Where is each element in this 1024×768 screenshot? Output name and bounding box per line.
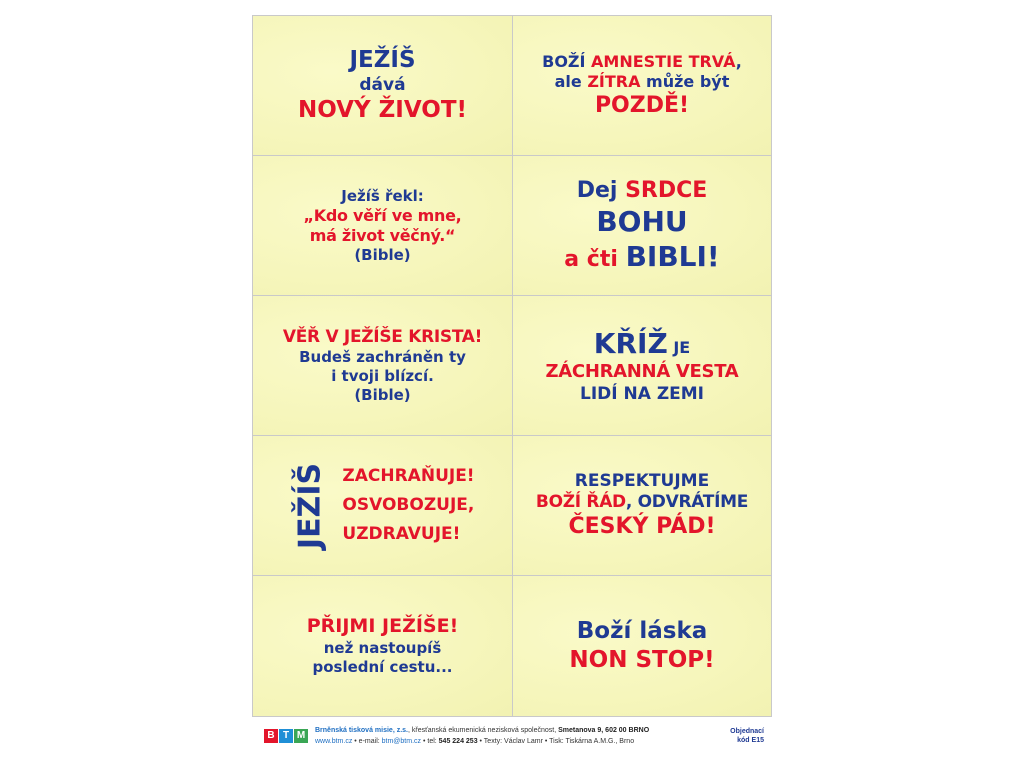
website-link[interactable]: www.btm.cz xyxy=(315,738,353,745)
card-line: PŘIJMI JEŽÍŠE! xyxy=(306,615,459,638)
vertical-word-wrap xyxy=(290,451,330,561)
publisher-info xyxy=(315,725,704,747)
order-label: Objednací xyxy=(730,728,764,735)
text-span: BOŽÍ xyxy=(542,51,592,71)
card-line: má život věčný.“ xyxy=(309,225,456,245)
text-span: a čti xyxy=(564,247,626,273)
card-line: BOHU xyxy=(596,205,688,239)
text-span: AMNESTIE TRVÁ xyxy=(591,51,736,71)
card-grid xyxy=(252,15,772,717)
card-line: poslední cestu... xyxy=(312,657,453,676)
card-line: Boží láska xyxy=(576,618,708,645)
card-line: UZDRAVUJE! xyxy=(342,524,461,545)
card-jezis-zachranuje xyxy=(252,435,513,576)
vertical-word: JEŽÍŠ xyxy=(292,462,328,549)
card-line: ZACHRAŇUJE! xyxy=(342,465,475,486)
publisher-address: Smetanova 9, 602 00 BRNO xyxy=(558,727,650,734)
order-value: kód E15 xyxy=(737,737,764,744)
text-span: ale xyxy=(554,71,588,91)
publisher-line-1 xyxy=(315,725,704,736)
card-line: dává xyxy=(359,74,406,95)
card-line: ČESKÝ PÁD! xyxy=(568,514,716,539)
logo-letter-t: T xyxy=(279,729,293,743)
publisher-desc: , křesťanská ekumenická nezisková společnost, xyxy=(408,727,559,734)
card-line: NON STOP! xyxy=(569,647,715,673)
tel-label: • tel: xyxy=(421,738,439,745)
text-span: může být xyxy=(640,71,730,91)
card-line: než nastoupíš xyxy=(323,639,442,658)
card-line: (Bible) xyxy=(354,245,411,264)
card-line xyxy=(555,72,730,92)
card-line: OSVOBOZUJE, xyxy=(342,494,475,515)
card-line: POZDĚ! xyxy=(594,92,690,118)
card-line: i tvoji blízcí. xyxy=(331,366,434,385)
footer xyxy=(252,719,772,753)
email-label: • e-mail: xyxy=(352,738,382,745)
logo-letter-m: M xyxy=(294,729,308,743)
text-span: JE xyxy=(667,338,691,358)
card-line: ZÁCHRANNÁ VESTA xyxy=(545,361,739,383)
text-span: Dej xyxy=(576,177,626,203)
card-bozi-amnestie xyxy=(512,15,772,156)
btm-logo xyxy=(264,729,309,743)
card-dej-srdce xyxy=(512,155,772,296)
card-line: VĚŘ V JEŽÍŠE KRISTA! xyxy=(282,326,483,347)
card-line: NOVÝ ŽIVOT! xyxy=(297,97,467,124)
card-line xyxy=(594,326,690,361)
card-line: Budeš zachráněn ty xyxy=(299,348,466,366)
card-prijmi-jezise xyxy=(252,575,513,717)
publisher-line-2 xyxy=(315,736,704,747)
card-ver-v-jezise xyxy=(252,295,513,436)
card-line: RESPEKTUJME xyxy=(574,470,710,491)
text-span: BIBLI! xyxy=(625,240,720,274)
text-span: , ODVRÁTÍME xyxy=(625,491,749,512)
text-span: SRDCE xyxy=(625,177,708,203)
text-span: KŘÍŽ xyxy=(593,327,668,361)
phone-number: 545 224 253 xyxy=(438,738,478,745)
card-line: LIDÍ NA ZEMI xyxy=(580,383,704,404)
publisher-name: Brněnská tisková misie, z.s. xyxy=(315,727,408,734)
text-span: BOŽÍ ŘÁD xyxy=(535,491,626,512)
card-line xyxy=(577,177,708,205)
email-link[interactable]: btm@btm.cz xyxy=(381,738,422,745)
order-code xyxy=(704,727,764,745)
card-respektujme xyxy=(512,435,772,576)
card-line: JEŽÍŠ xyxy=(349,47,416,74)
credits: • Texty: Václav Lamr • Tisk: Tiskárna A.M.G., Brno xyxy=(477,738,635,745)
card-bozi-laska xyxy=(512,575,772,717)
card-jezis-rekl xyxy=(252,155,513,296)
card-line: „Kdo věří ve mne, xyxy=(303,205,462,225)
card-line xyxy=(564,239,719,274)
card-line: Ježíš řekl: xyxy=(341,186,424,205)
logo-letter-b: B xyxy=(264,729,278,743)
verb-stack xyxy=(342,466,474,546)
card-line: (Bible) xyxy=(354,385,411,404)
card-jezis-novy-zivot xyxy=(252,15,513,156)
card-line xyxy=(542,52,742,72)
card-kriz-zachranna-vesta xyxy=(512,295,772,436)
card-line xyxy=(536,492,748,513)
leaflet-sheet xyxy=(252,15,772,753)
text-span: , xyxy=(735,51,742,71)
text-span: ZÍTRA xyxy=(587,71,641,91)
